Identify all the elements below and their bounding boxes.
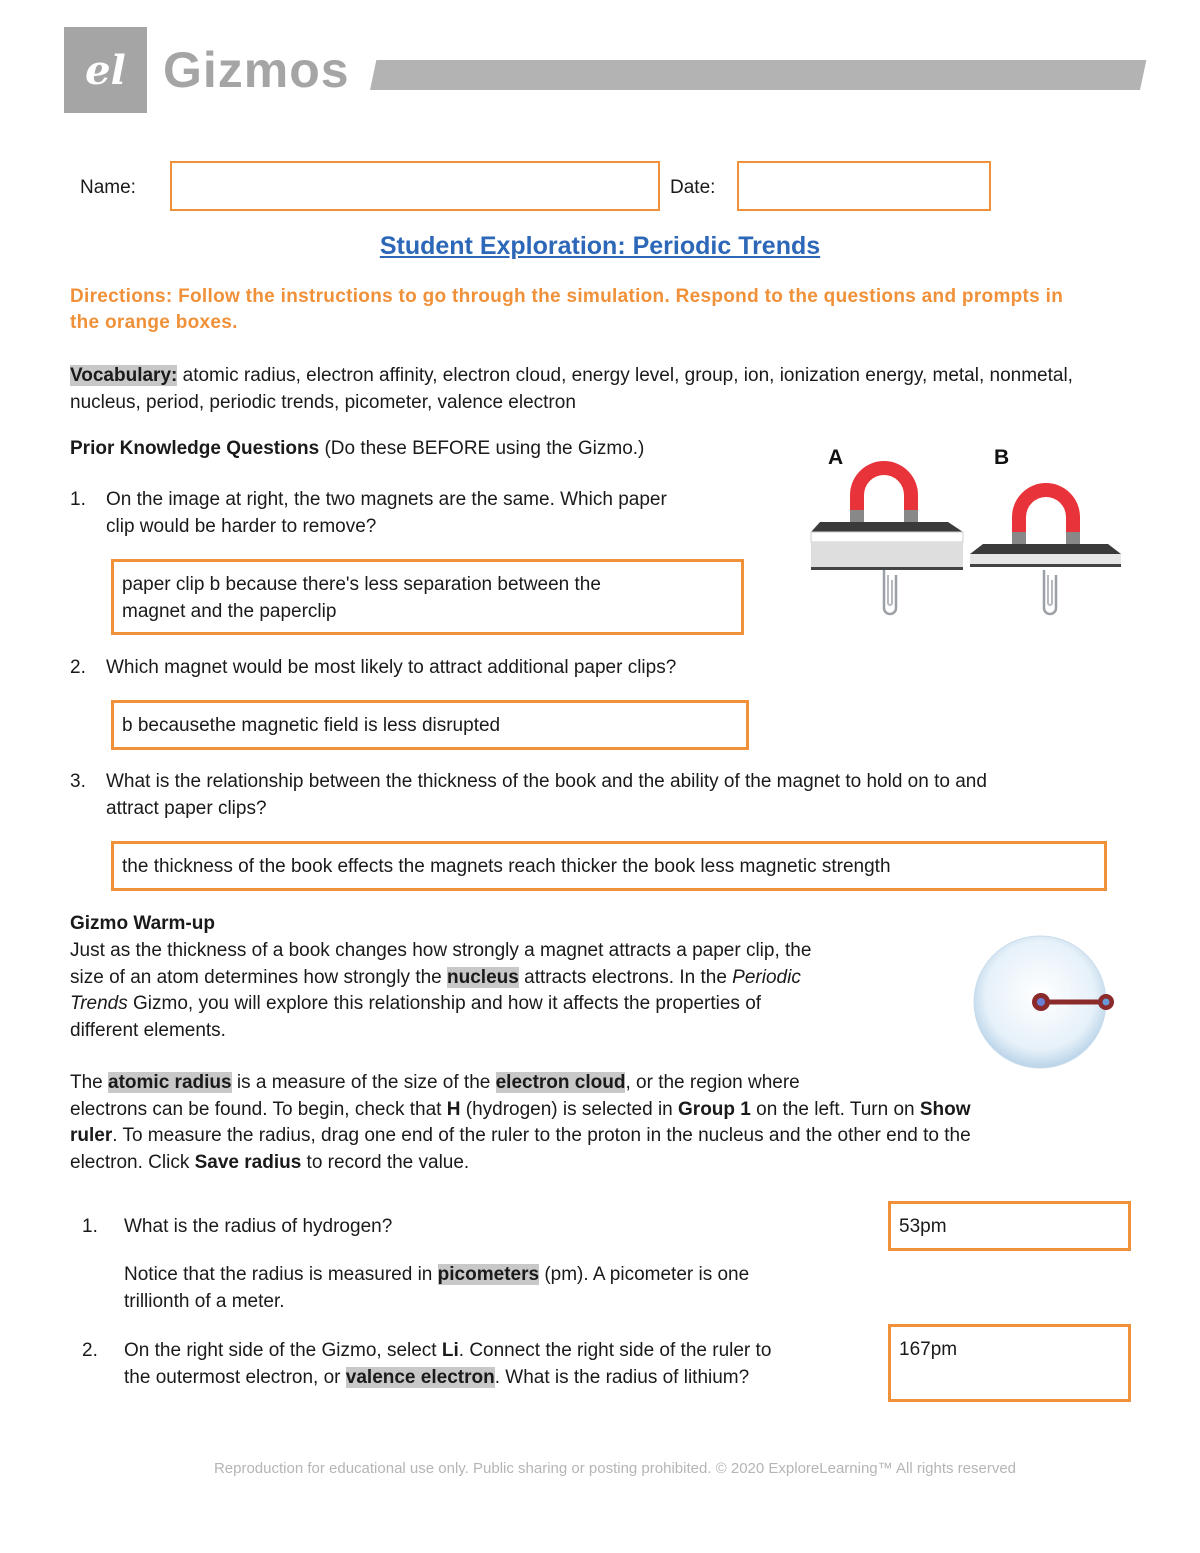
warmup-p2-line1: The atomic radius is a measure of the size of the electron cloud, or the region where [70,1072,800,1093]
pk-q3-line1: What is the relationship between the thickness of the book and the ability of the magnet to hold on to and [106,771,987,792]
magnet-figure [808,440,1128,620]
warmup-p1-line1: Just as the thickness of a book changes how strongly a magnet attracts a paper clip, the [70,940,812,961]
wu-q2-text: On the right side of the Gizmo, select Li. Connect the right side of the ruler to the outermost electron, or valence electron. What is the radius of lithium? [124,1340,772,1388]
warmup-p1-line4: different elements. [70,1019,226,1041]
brand-name: Gizmos [163,42,350,98]
pk-q2-answer[interactable] [111,700,749,750]
prior-knowledge-title: Prior Knowledge Questions [70,438,320,459]
wu-q1-text: What is the radius of hydrogen? [124,1216,393,1237]
warmup-heading: Gizmo Warm-up [70,913,215,934]
footer-copyright: Reproduction for educational use only. Public sharing or posting prohibited. © 2020 ExploreLearning™ All rights reserved [213,1460,1017,1477]
wu-q1-note: Notice that the radius is measured in picometers (pm). A picometer is one trillionth of a meter. [124,1264,750,1312]
prior-knowledge-sub: (Do these BEFORE using the Gizmo.) [324,438,645,459]
pk-q1-number: 1. [70,489,86,510]
logo-glyph: el [85,46,126,94]
prior-knowledge-heading [70,436,644,463]
pk-q3-text [106,769,1136,822]
pk-q1-answer-line1: paper clip b because there's less separation between the [122,574,601,595]
pk-q3-answer-line1: the thickness of the book effects the magnets reach thicker the book less magnetic strength [122,856,891,877]
term-picometers: picometers [437,1264,540,1285]
pk-q3-line2: attract paper clips? [106,797,267,819]
term-atomic-radius: atomic radius [108,1072,232,1093]
pk-q1-answer[interactable] [111,559,744,635]
pk-q2-number: 2. [70,657,86,678]
date-label: Date: [670,177,716,198]
directions: Directions: Follow the instructions to go through the simulation. Respond to the questions and prompts in the orange boxes. [70,286,1064,333]
atom-illustration [970,935,1120,1071]
wu-q2-number: 2. [82,1340,98,1361]
warmup-paragraph-2 [70,1070,1130,1176]
vocabulary-label: Vocabulary: [70,365,178,386]
pk-q1-line2: clip would be harder to remove? [106,515,377,537]
wu-q2-answer-value: 167pm [899,1339,958,1360]
pk-q1-text [106,487,786,540]
warmup-p2-line4: electron. Click Save radius to record the value. [70,1151,470,1173]
figure-label-a: A [828,446,844,469]
term-nucleus: nucleus [447,966,519,988]
pk-q3-answer[interactable] [111,841,1107,891]
warmup-p2-line3: ruler. To measure the radius, drag one end of the ruler to the proton in the nucleus and the other end to the [70,1125,971,1146]
name-field[interactable] [170,161,660,211]
warmup-paragraph-1 [70,938,930,1044]
wu-q2-answer[interactable] [888,1324,1131,1402]
figure-label-b: B [994,446,1010,469]
term-electron-cloud: electron cloud [495,1072,626,1093]
page-title: Student Exploration: Periodic Trends [379,232,821,260]
pk-q1-line1: On the image at right, the two magnets are the same. Which paper [106,489,667,510]
wu-q1-answer[interactable] [888,1201,1131,1251]
pk-q3-number: 3. [70,771,86,792]
magnet-a [811,461,963,614]
vocabulary-terms: atomic radius, electron affinity, electron cloud, energy level, group, ion, ionization energy, metal, nonmetal, nucleus, period, periodic trends, picometer, valence electron [70,365,1073,413]
magnet-b [970,483,1121,614]
warmup-p1-line2: size of an atom determines how strongly the nucleus attracts electrons. In the Periodic [70,966,801,988]
magnet-illustration [808,440,1128,620]
warmup-p1-line3: Trends Gizmo, you will explore this relationship and how it affects the properties of [70,993,762,1014]
term-valence-electron: valence electron [345,1366,495,1388]
explorelearning-logo [64,27,147,113]
date-field[interactable] [737,161,991,211]
pk-q2-text: Which magnet would be most likely to attract additional paper clips? [106,657,677,678]
pk-q1-answer-line2: magnet and the paperclip [122,600,337,622]
header-bar [370,60,1146,90]
wu-q1-answer-value: 53pm [899,1216,947,1237]
pk-q2-answer-line1: b becausethe magnetic field is less disrupted [122,715,501,736]
wu-q1-number: 1. [82,1216,98,1237]
name-label: Name: [80,177,136,198]
warmup-p2-line2: electrons can be found. To begin, check that H (hydrogen) is selected in Group 1 on the left. Turn on Show [70,1098,971,1120]
vocabulary [70,363,1130,416]
